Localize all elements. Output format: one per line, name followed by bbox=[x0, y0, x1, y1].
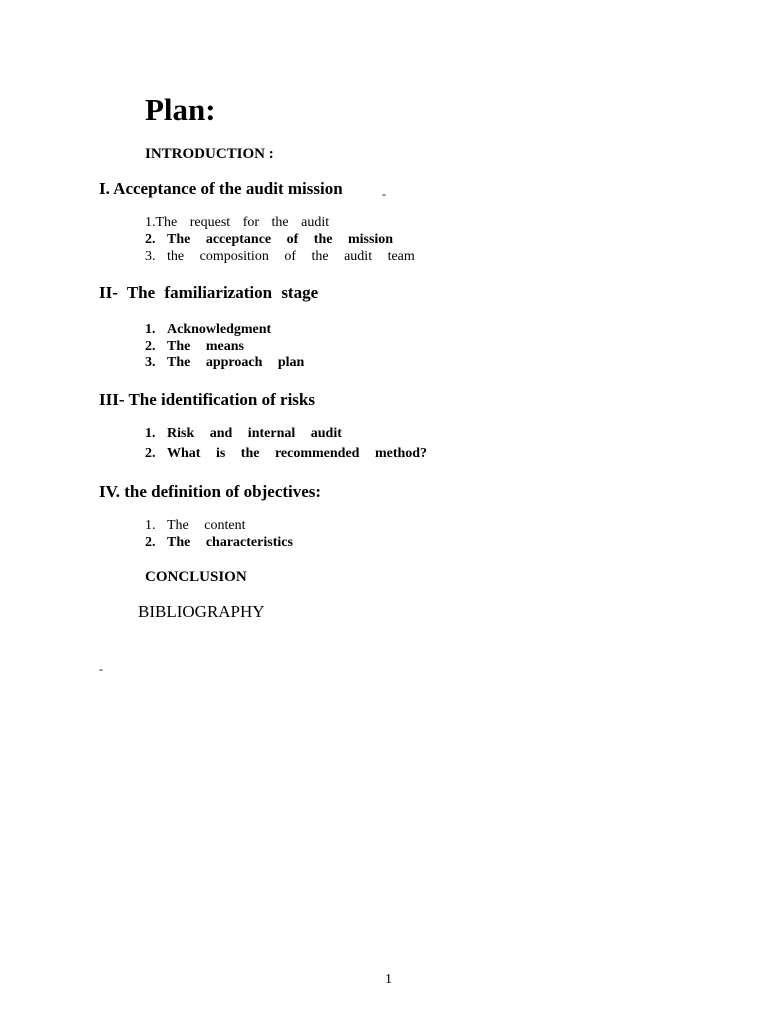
list-item-text: The characteristics bbox=[167, 535, 293, 550]
list-item-number: 2. bbox=[145, 446, 156, 461]
list-item-text: The approach plan bbox=[167, 355, 305, 370]
page-number: 1 bbox=[385, 972, 392, 987]
list-item-number: 2. bbox=[145, 339, 156, 354]
list-item-text: Acknowledgment bbox=[167, 322, 272, 337]
section-heading-3: III- The identification of risks bbox=[99, 390, 315, 409]
list-item-text: What is the recommended method? bbox=[167, 446, 428, 461]
bibliography-heading: BIBLIOGRAPHY bbox=[138, 602, 265, 621]
section-heading-2: II- The familiarization stage bbox=[99, 283, 319, 302]
introduction-heading: INTRODUCTION : bbox=[145, 146, 274, 162]
list-item bbox=[145, 518, 245, 534]
section-heading-4: IV. the definition of objectives: bbox=[99, 482, 322, 501]
list-item-text: The content bbox=[167, 518, 246, 533]
list-item-text: the composition of the audit team bbox=[167, 249, 415, 264]
list-item-number: 3. bbox=[145, 249, 156, 264]
list-item bbox=[145, 339, 244, 355]
list-item bbox=[145, 446, 427, 462]
list-item-text: The means bbox=[167, 339, 244, 354]
list-item-number: 1. bbox=[145, 518, 156, 533]
list-item bbox=[145, 232, 393, 248]
list-item-number: 2. bbox=[145, 232, 156, 247]
list-item bbox=[145, 426, 342, 442]
list-item bbox=[145, 322, 271, 338]
list-item bbox=[145, 215, 329, 231]
list-item-number: 1. bbox=[145, 322, 156, 337]
list-item-number: 2. bbox=[145, 535, 156, 550]
list-item-number: 1. bbox=[145, 426, 156, 441]
list-item bbox=[145, 535, 293, 551]
stray-dash-mark: - bbox=[99, 662, 103, 676]
conclusion-heading: CONCLUSION bbox=[145, 569, 247, 585]
page-title: Plan: bbox=[145, 92, 216, 127]
list-item bbox=[145, 355, 304, 371]
section-heading-1: I. Acceptance of the audit mission bbox=[99, 179, 343, 198]
list-item-number: 1. bbox=[145, 215, 156, 230]
list-item-text: The request for the audit bbox=[155, 215, 330, 230]
list-item-number: 3. bbox=[145, 355, 156, 370]
list-item-text: The acceptance of the mission bbox=[167, 232, 394, 247]
list-item bbox=[145, 249, 415, 265]
stray-dash-mark: - bbox=[382, 187, 386, 201]
list-item-text: Risk and internal audit bbox=[167, 426, 342, 441]
